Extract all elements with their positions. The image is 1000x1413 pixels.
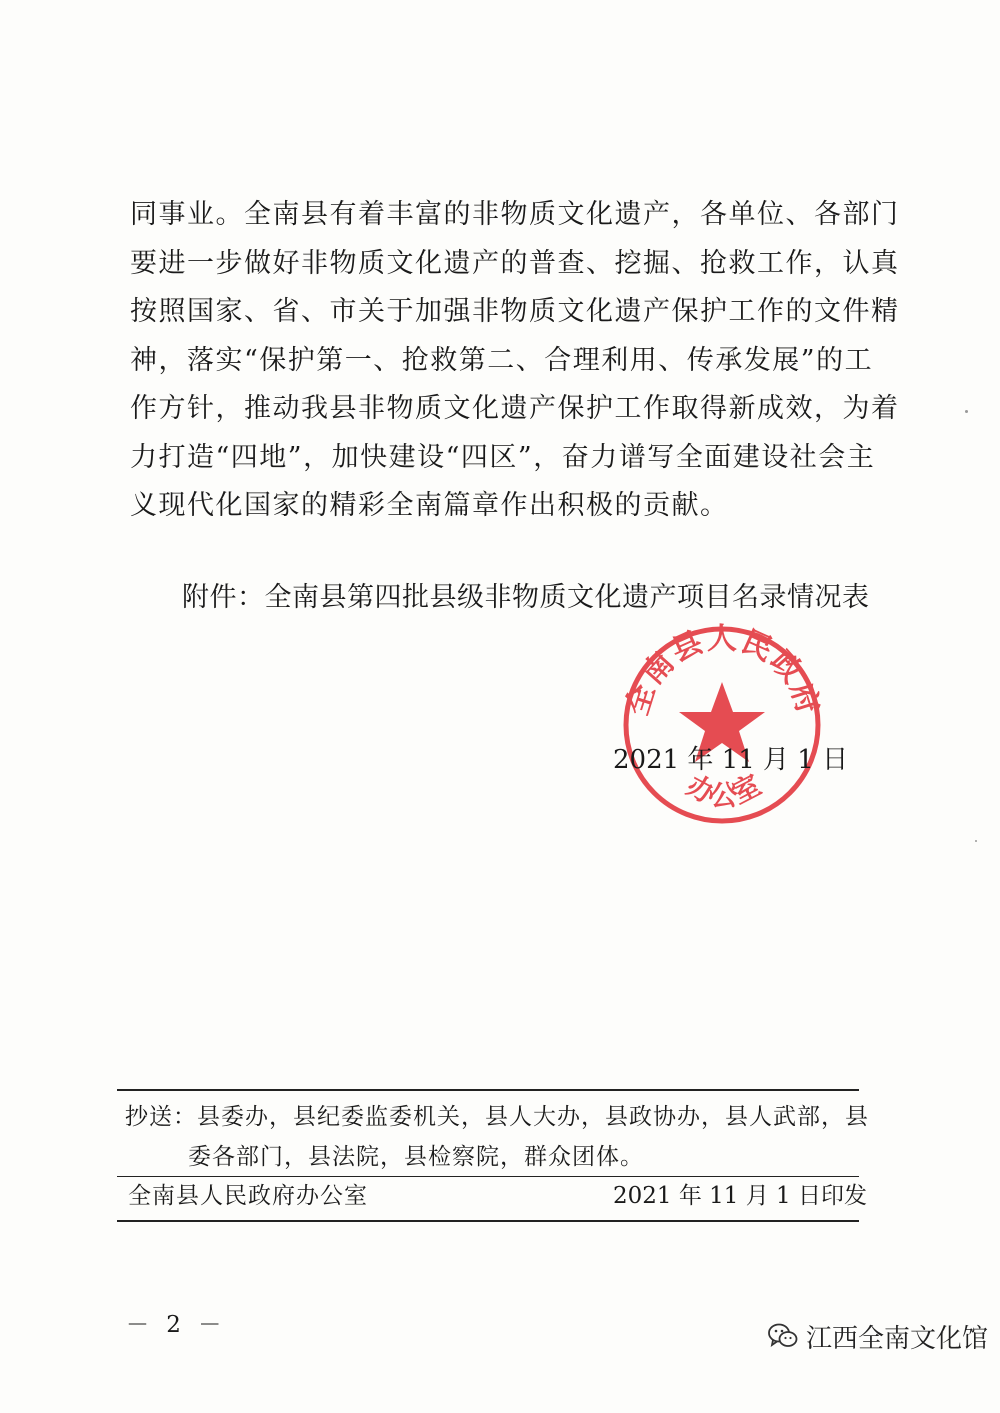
divider-bottom [117,1220,859,1222]
body-line-6: 力打造“四地”，加快建设“四区”，奋力谱写全面建设社会主 [130,441,876,473]
official-seal [615,620,830,830]
body-line-3: 按照国家、省、市关于加强非物质文化遗产保护工作的文件精 [130,296,900,327]
watermark [768,1318,988,1354]
divider-top [117,1089,859,1091]
body-line-7: 义现代化国家的精彩全南篇章作出积极的贡献。 [130,490,729,521]
body-text [130,195,900,535]
wechat-icon [768,1322,798,1350]
body-line-5: 作方针，推动我县非物质文化遗产保护工作取得新成效，为着 [130,393,900,424]
body-line-1: 同事业。全南县有着丰富的非物质文化遗产，各单位、各部门 [130,199,900,230]
cc-line-2: 委各部门，县法院，县检察院，群众团体。 [188,1144,644,1170]
watermark-text: 江西全南文化馆 [806,1323,989,1354]
page-number: － 2 － [126,1312,227,1338]
seal-text-bottom: 办公室 [681,768,767,813]
cc-line-1: 抄送：县委办，县纪委监委机关，县人大办，县政协办，县人武部，县 [125,1104,869,1130]
scan-speck [975,840,977,842]
body-line-4: 神，落实“保护第一、抢救第二、合理利用、传承发展”的工 [130,344,874,376]
print-date: 2021 年 11 月 1 日印发 [613,1183,867,1209]
body-line-2: 要进一步做好非物质文化遗产的普查、挖掘、抢救工作，认真 [130,247,900,279]
cc-block [125,1097,869,1177]
signature-date: 2021 年 11 月 1 日 [613,745,849,775]
issuing-office: 全南县人民政府办公室 [128,1183,368,1209]
attachment-note: 附件：全南县第四批县级非物质文化遗产项目名录情况表 [182,582,870,613]
scan-speck [965,410,968,413]
seal-text-top: 全南县人民政府 [619,621,827,720]
